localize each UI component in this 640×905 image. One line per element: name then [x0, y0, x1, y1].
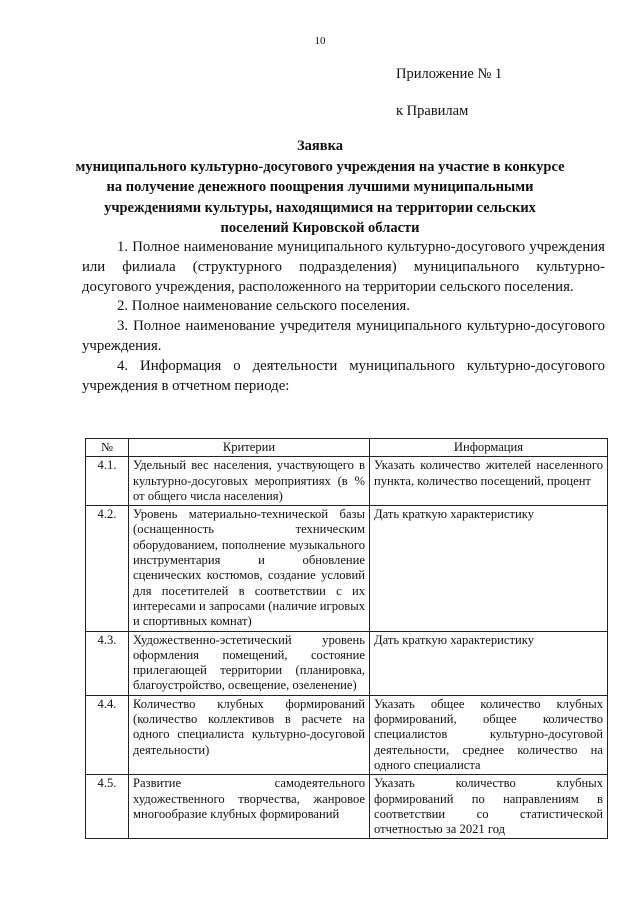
table-row: [86, 631, 608, 695]
paragraph-1: 1. Полное наименование муниципального культурно-досугового учреждения или филиала (структурного подразделения) муниципального культурно-досугового учреждения, расположенного на территории сельского поселения.: [82, 239, 605, 295]
row-number: 4.1.: [86, 457, 129, 506]
title-line: учреждениями культуры, находящимися на территории сельских: [104, 199, 536, 216]
row-number: 4.4.: [86, 695, 129, 774]
header-criteria: Критерии: [129, 439, 370, 457]
row-criteria: Количество клубных формирований (количество коллективов в расчете на одного специалиста культурно-досуговой деятельности): [129, 695, 370, 774]
criteria-table: [85, 438, 608, 839]
paragraph-4: 4. Информация о деятельности муниципального культурно-досугового учреждения в отчетном периоде:: [82, 357, 605, 394]
row-criteria: Художественно-эстетический уровень оформления помещений, состояние прилегающей территории (планировка, благоустройство, освещение, озеленение): [129, 631, 370, 695]
row-number: 4.3.: [86, 631, 129, 695]
table-row: [86, 506, 608, 631]
title-line: муниципального культурно-досугового учреждения на участие в конкурсе: [75, 158, 565, 175]
page-number: 10: [314, 35, 326, 47]
row-information: Указать количество жителей населенного пункта, количество посещений, процент: [370, 457, 608, 506]
paragraph-2: 2. Полное наименование сельского поселения.: [117, 298, 410, 315]
row-information: Дать краткую характеристику: [370, 506, 608, 631]
document-title: [60, 136, 580, 239]
row-criteria: Развитие самодеятельного художественного творчества, жанровое многообразие клубных формирований: [129, 775, 370, 839]
appendix-number: Приложение № 1: [396, 66, 503, 82]
table-header-row: [86, 439, 608, 457]
table-row: [86, 695, 608, 774]
paragraph-3: 3. Полное наименование учредителя муниципального культурно-досугового учреждения.: [82, 318, 605, 354]
table-row: [86, 457, 608, 506]
row-information: Указать количество клубных формирований по направлениям в соответствии со статистической отчетностью за 2021 год: [370, 775, 608, 839]
row-number: 4.5.: [86, 775, 129, 839]
header-number: №: [86, 439, 129, 457]
row-information: Дать краткую характеристику: [370, 631, 608, 695]
row-criteria: Удельный вес населения, участвующего в культурно-досуговых мероприятиях (в % от общего числа населения): [129, 457, 370, 506]
body-text: [82, 238, 605, 396]
table-row: [86, 775, 608, 839]
header-information: Информация: [370, 439, 608, 457]
row-information: Указать общее количество клубных формирований, общее количество специалистов культурно-досуговой деятельности, среднее количество на одного специалиста: [370, 695, 608, 774]
appendix-reference: к Правилам: [396, 103, 469, 119]
title-line: на получение денежного поощрения лучшими муниципальными: [106, 179, 534, 195]
title-heading: Заявка: [297, 138, 343, 154]
title-line: поселений Кировской области: [220, 220, 420, 236]
row-criteria: Уровень материально-технической базы (оснащенность техническим оборудованием, пополнение музыкального инструментария и обновление сценических костюмов, создание условий для посетителей в соответствии с их интересами и запросами (наличие игровых и спортивных комнат): [129, 506, 370, 631]
row-number: 4.2.: [86, 506, 129, 631]
